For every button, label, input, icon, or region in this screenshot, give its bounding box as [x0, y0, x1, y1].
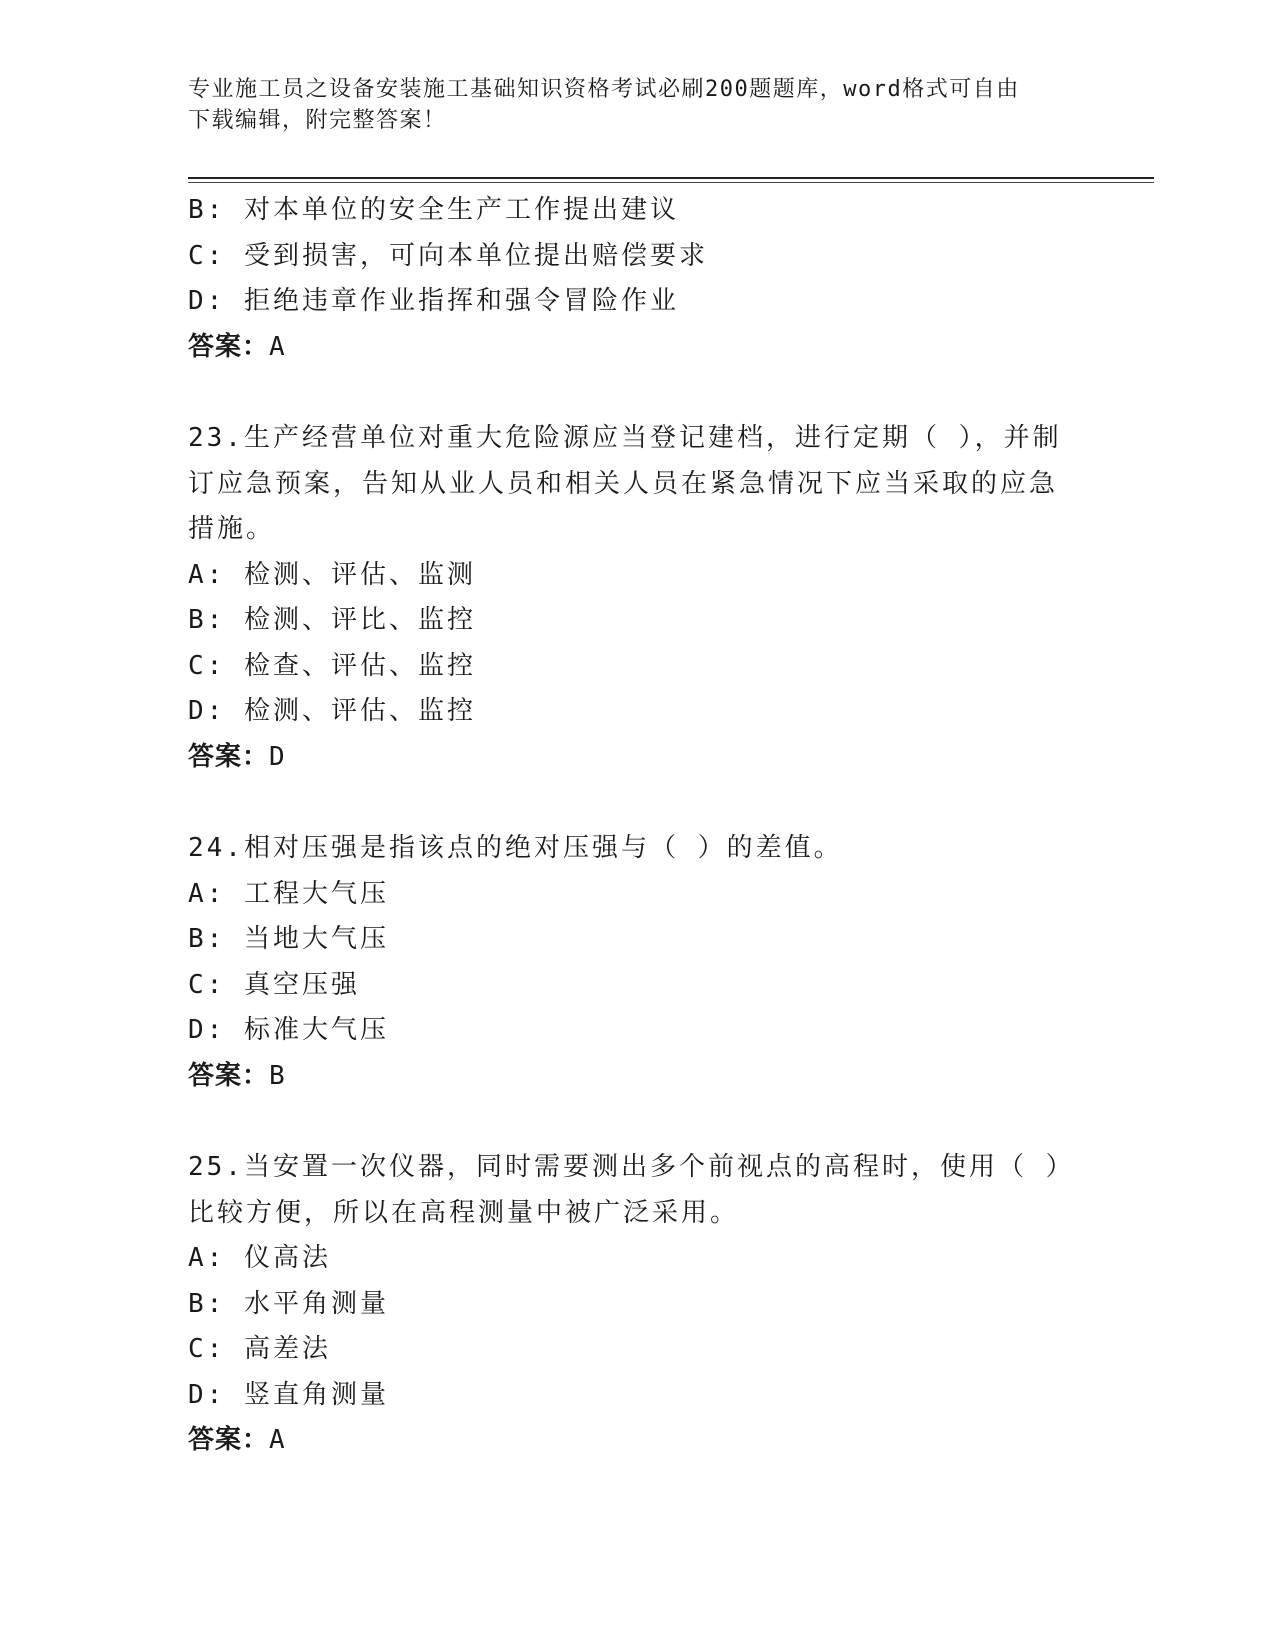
option-d: D: 竖直角测量 [188, 1379, 389, 1410]
question-24-block [188, 826, 1088, 1099]
header-divider-thin [188, 182, 1154, 183]
option-b: B: 当地大气压 [188, 924, 389, 954]
answer-label: 答案： [188, 1060, 270, 1091]
question-23-block [188, 416, 1088, 780]
answer-label: 答案： [188, 741, 270, 772]
option-d: D: 检测、评估、监控 [188, 696, 476, 726]
question-25-block [188, 1145, 1088, 1464]
answer-value: D [269, 741, 286, 772]
answer-line [188, 325, 1088, 371]
option-a: A: 仪高法 [188, 1243, 331, 1273]
option-d: D: 拒绝违章作业指挥和强令冒险作业 [188, 286, 679, 316]
document-header [188, 74, 1068, 136]
spacer [188, 370, 1088, 416]
question-text: 25.当安置一次仪器，同时需要测出多个前视点的高程时，使用（ ）比较方便，所以在高程测量中被广泛采用。 [188, 1152, 1062, 1228]
question-text: 23.生产经营单位对重大危险源应当登记建档，进行定期（ ），并制订应急预案，告知从业人员和相关人员在紧急情况下应当采取的应急措施。 [188, 423, 1062, 544]
answer-line [188, 1418, 1088, 1464]
answer-value: A [269, 331, 286, 362]
answer-value: B [269, 1060, 286, 1091]
option-b: B: 检测、评比、监控 [188, 605, 476, 635]
option-d: D: 标准大气压 [188, 1015, 389, 1045]
answer-label: 答案： [188, 331, 270, 362]
option-b: B: 对本单位的安全生产工作提出建议 [188, 195, 679, 225]
header-divider [188, 177, 1154, 179]
header-title-line-2: 下载编辑，附完整答案！ [188, 108, 447, 133]
question-22-block [188, 188, 1088, 370]
document-body [188, 188, 1088, 1464]
option-c: C: 受到损害，可向本单位提出赔偿要求 [188, 240, 708, 271]
spacer [188, 780, 1088, 826]
option-c: C: 真空压强 [188, 969, 360, 1000]
answer-label: 答案： [188, 1425, 270, 1455]
answer-value: A [269, 1425, 286, 1455]
option-c: C: 高差法 [188, 1334, 331, 1364]
header-title-line-1: 专业施工员之设备安装施工基础知识资格考试必刷200题题库，word格式可自由 [188, 77, 1020, 102]
option-a: A: 工程大气压 [188, 878, 389, 909]
option-c: C: 检查、评估、监控 [188, 650, 476, 681]
option-b: B: 水平角测量 [188, 1288, 389, 1319]
answer-line [188, 735, 1088, 781]
spacer [188, 1099, 1088, 1145]
question-text: 24.相对压强是指该点的绝对压强与（ ）的差值。 [188, 833, 843, 863]
answer-line [188, 1054, 1088, 1100]
option-a: A: 检测、评估、监测 [188, 559, 476, 590]
